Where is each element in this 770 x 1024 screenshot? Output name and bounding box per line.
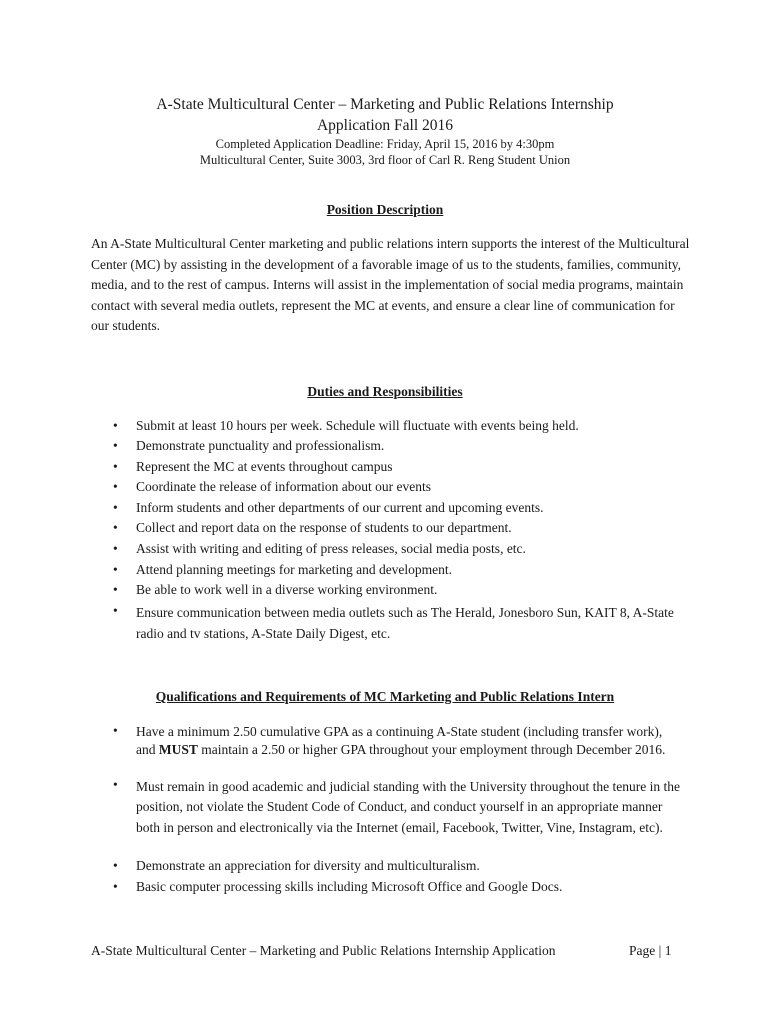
bullet-icon: • bbox=[113, 541, 118, 556]
bullet-icon: • bbox=[113, 879, 118, 894]
position-description-heading: Position Description bbox=[326, 202, 444, 217]
document-page: A-State Multicultural Center – Marketing and Public Relations Internship Application Fall 2016 Completed Application Deadline: Friday, April 15, 2016 by 4:30pm Multicultural Center, Suite 3003, 3rd floor of Carl R. Reng Student Union Position Description An A-State Multicultural Center marketing and public relations intern supports the interest of the Multicultural Center (MC) by assisting in the development of a favorable image of us to the students, families, community, media, and to the rest of campus. Interns will assist in the implementation of social media programs, maintain contact with several media outlets, represent the MC at events, and ensure a clear line of communication for our students. Duties and Responsibilities • Submit at least 10 hours per week. Schedule will fluctuate with events being held. • Demonstrate punctuality and professionalism. • Represent the MC at events throughout campus • Coordinate the release of information about our events • Inform students and other departments of our current and upcoming events. • Collect and report data on the response of students to our department. • Assist with writing and editing of press releases, social media posts, etc. • Attend planning meetings for marketing and development. • Be able to work well in a diverse working environment. • Ensure communication between media outlets such as The Herald, Jonesboro Sun, KAIT 8, A-State radio and tv stations, A-State Daily Digest, etc. Qualifications and Requirements of MC Marketing and Public Relations Intern • Have a minimum 2.50 cumulative GPA as a continuing A-State student (including transfer work), and MUST maintain a 2.50 or higher GPA throughout your employment through December 2016. • Must remain in good academic and judicial standing with the University throughout the tenure in the position, not violate the Student Code of Conduct, and conduct yourself in an appropriate manner both in person and electronically via the Internet (email, Facebook, Twitter, Vine, Instagram, etc). • Demonstrate an appreciation for diversity and multiculturalism. • Basic computer processing skills including Microsoft Office and Google Docs. A-State Multicultural Center – Marketing and Public Relations Internship Application Page | 1 bbox=[0, 0, 770, 1024]
bullet-icon: • bbox=[113, 500, 118, 515]
deadline-text: Completed Application Deadline: Friday, April 15, 2016 by 4:30pm bbox=[215, 137, 555, 151]
bullet-icon: • bbox=[113, 723, 118, 738]
bullet-icon: • bbox=[113, 479, 118, 494]
footer-title: A-State Multicultural Center – Marketing and Public Relations Internship Application bbox=[91, 943, 556, 958]
bullet-icon: • bbox=[113, 603, 118, 618]
qualifications-heading: Qualifications and Requirements of MC Marketing and Public Relations Intern bbox=[155, 689, 615, 704]
bullet-icon: • bbox=[113, 562, 118, 577]
position-description-body: An A-State Multicultural Center marketing and public relations intern supports the interest of the Multicultural Center (MC) by assisting in the development of a favorable image of us to the students, families, community, media, and to the rest of campus. Interns will assist in the implementation of social media programs, maintain contact with several media outlets, represent the MC at events, and ensure a clear line of communication for our students. bbox=[91, 236, 690, 334]
page-number: Page | 1 bbox=[629, 943, 672, 958]
bullet-icon: • bbox=[113, 438, 118, 453]
bullet-icon: • bbox=[113, 520, 118, 535]
bullet-icon: • bbox=[113, 858, 118, 873]
bullet-icon: • bbox=[113, 459, 118, 474]
bullet-icon: • bbox=[113, 582, 118, 597]
location-text: Multicultural Center, Suite 3003, 3rd floor of Carl R. Reng Student Union bbox=[199, 153, 571, 167]
bullet-icon: • bbox=[113, 777, 118, 792]
document-title-line-2: Application Fall 2016 bbox=[316, 117, 454, 134]
duties-heading: Duties and Responsibilities bbox=[307, 384, 463, 399]
document-title-line-1: A-State Multicultural Center – Marketing and Public Relations Internship bbox=[156, 96, 614, 113]
bullet-icon: • bbox=[113, 418, 118, 433]
must-emphasis: MUST bbox=[158, 741, 198, 757]
